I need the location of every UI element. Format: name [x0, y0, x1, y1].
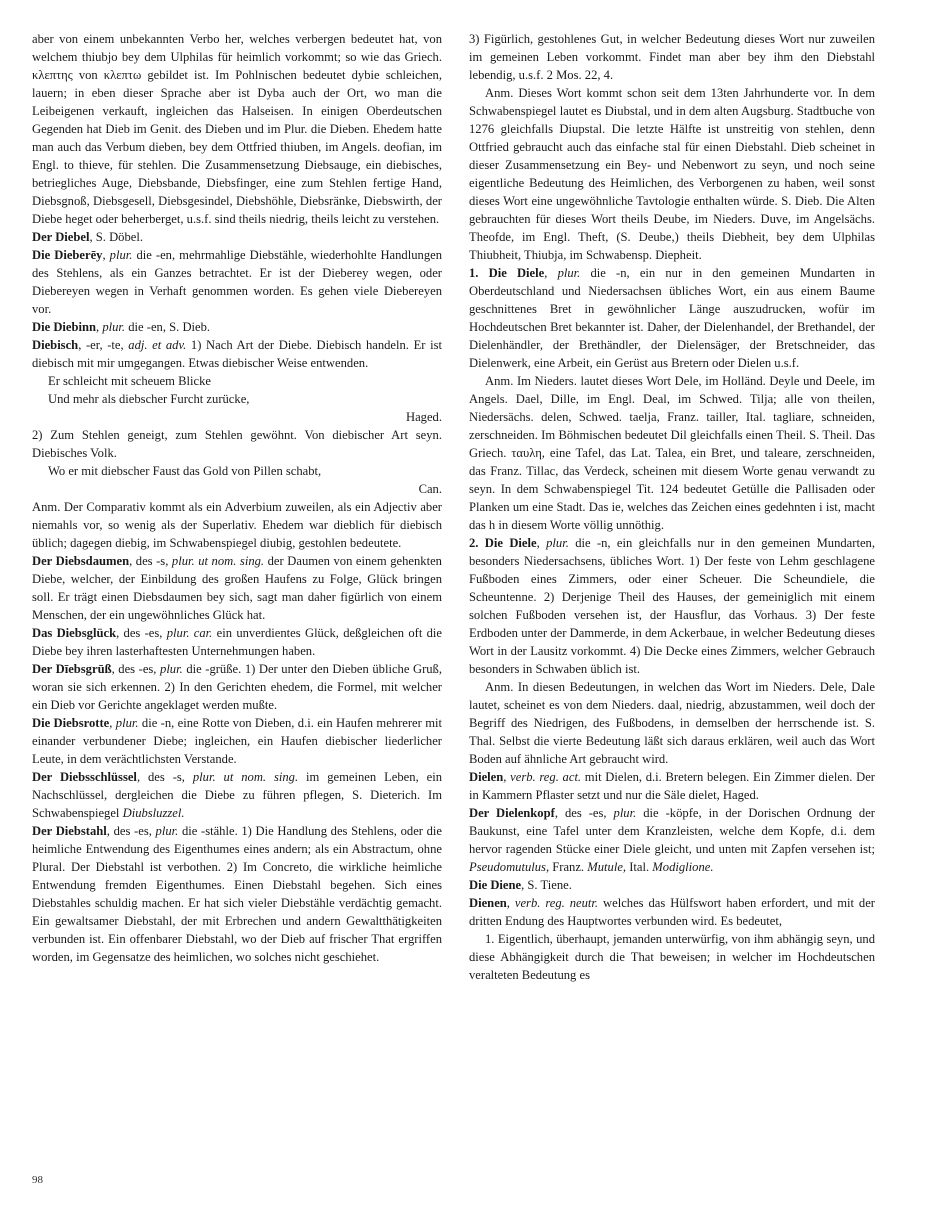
- entry-prefix: , des -es,: [116, 626, 167, 640]
- headword: Die Dieberēy: [32, 248, 103, 262]
- entry-text: die -en, S. Dieb.: [125, 320, 211, 334]
- left-column: [32, 30, 442, 966]
- headword: Der Diebsdaumen: [32, 554, 130, 568]
- entry-diele-2: 2. Die Diele, plur. die -n, ein gleichfalls nur in den gemeinen Mundarten, besonders Niedersachsens, übliches Wort. 1) Der feste von Lehm geschlagene Fußboden eines Zimmers, oder einer Scheuer. Die Scheundiele, die Scheuntenne. 2) Derjenige Theil des Hauses, der gemeiniglich mit einem solchen Fußboden versehen ist, der Hausflur, das Vorhaus. 3) Der feste Erdboden unter der Dammerde, in dem Ackerbaue, in welcher Bedeutung dieses Wort in der Lausitz vorkommt. 4) Die Decke eines Zimmers, welcher Gebrauch besonders in Schwaben üblich ist.: [469, 536, 876, 676]
- entry-text: die -grüße. 1) Der unter den Dieben übliche Gruß, woran sie sich erkennen. 2) In den Gerichten ehedem, die Formel, mit welcher ein Dieb vor Gerichte angeklaget werden mußte.: [32, 662, 442, 712]
- paragraph-anmerkung: Anm. Dieses Wort kommt schon seit dem 13ten Jahrhunderte vor. In dem Schwabenspiegel lautet es Diubstal, und in dem alten Augsburg. Stadtbuche von 1276 gleichfalls Diupstal. Die letzte Hälfte ist unstreitig von stehlen, denn Ottfried gebraucht auch das einfache stal für einen Diebstahl. Dieb scheinet in dieser Zusammensetzung ein Bey- und Nebenwort zu seyn, und noch seine eigentliche Bedeutung des Heimlichen, des Verborgenen zu haben, weil sonst dieses Wort eine ungewöhnliche Tavtologie enthalten würde. S. Dieb. Die Alten gebrauchten für dieses Wort theils Deube, im Nieders. Duve, im Angelsächs. Theofde, im Engl. Theft, (S. Deube,) theils Diebheit, bey dem Ulphilas Thiubheit, Thiubja, im Schwabensp. Diepheit.: [469, 86, 875, 262]
- paragraph-anmerkung: Anm. Der Comparativ kommt als ein Adverbium zuweilen, als ein Adjectiv aber niemahls vor, so wenig als der Superlativ. Ehedem war dieblich für diebisch üblich; dagegen diebig, im Schwabenspiegel diubig, gestohlen bedeutete.: [32, 500, 442, 550]
- entry-text: Franz.: [549, 860, 588, 874]
- entry-prefix: , -er, -te,: [78, 338, 129, 352]
- headword: 2. Die Diele: [469, 536, 537, 550]
- grammar-note: plur. ut nom. sing.: [192, 770, 299, 784]
- grammar-note: adj. et adv.: [128, 338, 187, 352]
- headword: Der Diebsschlüssel: [32, 770, 137, 784]
- entry-text: Ital.: [626, 860, 653, 874]
- verse-source: Can.: [418, 482, 442, 496]
- paragraph-diebisch-2: 2) Zum Stehlen geneigt, zum Stehlen gewöhnt. Von diebischer Art seyn. Diebisches Volk.: [32, 428, 442, 460]
- headword: Der Dīebsgrūß: [32, 662, 112, 676]
- grammar-note: plur.: [160, 662, 183, 676]
- entry-prefix: , des -es,: [111, 662, 161, 676]
- page-number: 98: [32, 1174, 43, 1186]
- entry-diebsgruss: [32, 660, 442, 714]
- entry-prefix: ,: [506, 896, 515, 910]
- entry-text: die -n, ein nur in den gemeinen Mundarten in Oberdeutschland und Niedersachsen übliches Wort, ein aus einem Baume geschnittenes Bret in gewöhnlicher Länge auszudrucken, wofür im Hochdeutschen Bret bekannter ist. Daher, der Dielenhandel, der Brethandel, der Dielenhändler, der Brethändler, der Dielensäger, der Bretschneider, das Dielenwerk, eine Arbeit, ein Gerüst aus Bretern oder Dielen u.s.f.: [469, 266, 875, 370]
- dictionary-page: [32, 30, 904, 1180]
- headword: Diebisch: [32, 338, 79, 352]
- entry-diene: [469, 876, 875, 894]
- paragraph-dienen-1: 1. Eigentlich, überhaupt, jemanden unterwürfig, von ihm abhängig seyn, und diese Abhängigkeit durch die That beweisen; in welcher im Hochdeutschen veralteten Bedeutung es: [469, 932, 875, 982]
- entry-diebsrotte: Die Diebsrotte, plur. die -n, eine Rotte von Dieben, d.i. ein Haufen mehrerer mit einander verbundener Diebe; ingleichen, ein Haufen diebischer liederlicher Leute, in dem verächtlichsten Verstande.: [32, 716, 443, 766]
- entry-text: welches das Hülfswort haben erfordert, und mit der dritten Endung des Hauptwortes verbunden wird. Es bedeutet,: [469, 896, 875, 928]
- grammar-note: plur.: [155, 824, 179, 838]
- grammar-note: plur. ut nom. sing.: [171, 554, 265, 568]
- entry-text: , S. Döbel.: [89, 230, 144, 244]
- italic-term: Mutule,: [587, 860, 627, 874]
- entry-text: ein unverdientes Glück, deßgleichen oft die Diebe bey ihren lasterhaftesten Unternehmungen haben.: [32, 626, 443, 658]
- grammar-note: plur.: [102, 320, 126, 334]
- grammar-note: plur.: [109, 248, 133, 262]
- entry-text: mit Dielen, d.i. Bretern belegen. Ein Zimmer dielen. Der in Kammern Pflaster setzt und nur die Säle dielet, Haged.: [469, 770, 875, 802]
- entry-dielen: [469, 768, 875, 804]
- headword: Der Diebstahl: [32, 824, 107, 838]
- grammar-note: plur.: [557, 266, 581, 280]
- entry-text: 1) Nach Art der Diebe. Diebisch handeln. Er ist diebisch mit mir umgegangen. Etwas diebischer Weise entwenden.: [32, 338, 443, 370]
- entry-diebel: [32, 228, 442, 246]
- entry-text: der Daumen von einem gehenkten Diebe, welcher, der Einbildung des großen Haufens zu Folge, Glück bringen soll. Er trägt einen Diebsdaumen bey sich, sagt man daher figürlich von einem Menschen, der ein ungewöhnliches Glück hat.: [32, 554, 442, 622]
- entry-diebsdaumen: [32, 552, 442, 624]
- verse-line: Und mehr als diebscher Furcht zurücke,: [48, 392, 250, 406]
- headword: Die Diebsrotte: [32, 716, 110, 730]
- entry-prefix: , des -s,: [129, 554, 172, 568]
- headword: Dienen: [469, 896, 507, 910]
- paragraph-diebstahl-3: 3) Figürlich, gestohlenes Gut, in welcher Bedeutung dieses Wort nur zuweilen im gemeinen Leben vorkommt. Findet man aber bey ihm den Diebstahl lebendig, u.s.f. 2 Mos. 22, 4.: [469, 32, 875, 82]
- grammar-note: plur.: [613, 806, 637, 820]
- paragraph-anmerkung: Anm. Im Nieders. lautet dieses Wort Dele, im Holländ. Deyle und Deele, im Angels. Dael, Dille, im Engl. Deal, im Schwed. Tilja; alle von theilen, Niedersächs. delen, Schwed. taelja, Franz. tailler, Ital. tagliare, schneiden, zerschneiden. Im Böhmischen bedeutet Dil gleichfalls einen Theil. S. Theil. Das Griech. ταυλη, eine Tafel, das Lat. Talea, ein Bret, und taleare, zerschneiden, das Franz. Tillac, das Verdeck, scheinen mit diesem Worte genau verwandt zu seyn. In dem Schwabenspiegel Tit. 124 bedeutet Getülle die Pallisaden oder Planken um eine Stadt. Das ie, welches das Zeichen eines gedehnten i ist, macht das h in diesem Worte völlig unnöthig.: [469, 374, 875, 532]
- entry-diebisch: [32, 336, 442, 372]
- grammar-note: verb. reg. neutr.: [514, 896, 599, 910]
- entry-prefix: , des -es,: [554, 806, 614, 820]
- entry-text: , S. Tiene.: [521, 878, 572, 892]
- entry-prefix: , des -s,: [136, 770, 193, 784]
- headword: Der Dielenkopf: [469, 806, 555, 820]
- verse-line: Wo er mit diebscher Faust das Gold von Pillen schabt,: [48, 464, 322, 478]
- headword: Der Diebel: [32, 230, 90, 244]
- verse-source: Haged.: [405, 410, 442, 424]
- grammar-note: plur.: [115, 716, 139, 730]
- italic-term: Diubsluzzel.: [122, 806, 185, 820]
- entry-prefix: , des -es,: [106, 824, 156, 838]
- grammar-note: plur.: [546, 536, 569, 550]
- entry-dielenkopf: [469, 804, 875, 876]
- entry-text: die -stähle. 1) Die Handlung des Stehlens, oder die heimliche Entwendung des Eigenthumes eines andern; als ein Abstractum, ohne Plural. Der Diebstahl ist verbothen. 2) Im Concreto, die wirkliche heimliche Entwendung fremden Eigenthumes. Einen Diebstahl begehen. Sich eines Diebstahles schuldig machen. Er hat sich vieler Diebstähle verdächtig gemacht. Ein gewaltsamer Diebstahl, der mit Erbrechen und andern Gewaltthätigkeiten verbunden ist. Ein offenbarer Diebstahl, wo der Dieb auf frischer That ergriffen worden, im Gegensatze des heimlichen, wo solches nicht geschiehet.: [32, 824, 443, 964]
- entry-diebsschluessel: [32, 768, 442, 822]
- entry-diebsglueck: [32, 624, 442, 660]
- entry-text: die -n, ein gleichfalls nur in den gemeinen Mundarten, besonders Niedersachsens, übliches Wort. 1) Der feste von Lehm geschlagene Fußboden eines Zimmers, oder einer Scheuer. Die Scheundiele, die Scheuntenne. 2) Derjenige Theil des Hauses, der gemeiniglich mit einem solchen Fußboden versehen ist, der Hausflur, das Vorhaus. 3) Der feste Erdboden unter der Dammerde, in dem Ackerbaue, in welcher Bedeutung dieses Wort in der Lausitz vorkommt. 4) Die Decke eines Zimmers, welcher Gebrauch besonders in Schwaben üblich ist.: [469, 536, 876, 676]
- verse-line: Er schleicht mit scheuem Blicke: [48, 374, 211, 388]
- paragraph-anmerkung: Anm. In diesen Bedeutungen, in welchen das Wort im Nieders. Dele, Dale lautet, scheinet es von dem Nieders. daal, niedrig, abzustammen, weil doch der Begriff des Niedrigen, des Fußbodens, in demselben der herrschende ist. S. Thal. Selbst die vierte Bedeutung läßt sich daraus erklären, weil auch das Wort Boden auf ähnliche Art gebraucht wird.: [469, 680, 875, 766]
- entry-dieberey: Die Dieberēy, plur. die -en, mehrmahlige Diebstähle, wiederhohlte Handlungen des Stehlens, als ein Ganzes betrachtet. Er ist der Dieberey wegen, oder Diebereyen wegen in Verhaft genommen worden. Es gehen viele Diebereyen vor.: [32, 248, 443, 316]
- grammar-note: verb. reg. act.: [510, 770, 582, 784]
- entry-diebinn: Die Diebinn, plur. die -en, S. Dieb.: [32, 320, 211, 334]
- entry-dienen: [469, 894, 875, 930]
- headword: Die Diebinn: [32, 320, 97, 334]
- headword: 1. Die Diele: [469, 266, 545, 280]
- headword: Das Diebsglück: [32, 626, 117, 640]
- headword: Die Diene: [469, 878, 522, 892]
- entry-diele-1: 1. Die Diele, plur. die -n, ein nur in den gemeinen Mundarten in Oberdeutschland und Niedersachsen übliches Wort, ein aus einem Baume geschnittenes Bret in gewöhnlicher Länge auszudrucken, wofür im Hochdeutschen Bret bekannter ist. Daher, der Dielenhandel, der Brethandel, der Dielenhändler, der Brethändler, der Dielensäger, der Bretschneider, das Dielenwerk, eine Arbeit, ein Gerüst aus Bretern oder Dielen u.s.f.: [469, 266, 875, 370]
- entry-text: die -en, mehrmahlige Diebstähle, wiederhohlte Handlungen des Stehlens, als ein Ganzes betrachtet. Er ist der Dieberey wegen, oder Diebereyen wegen in Verhaft genommen worden. Es gehen viele Diebereyen vor.: [32, 248, 443, 316]
- headword: Dielen: [469, 770, 504, 784]
- entry-prefix: ,: [503, 770, 511, 784]
- right-column: [469, 30, 875, 984]
- entry-text: die -n, eine Rotte von Dieben, d.i. ein Haufen mehrerer mit einander verbundener Diebe; ingleichen, ein Haufen diebischer liederlicher Leute, in dem verächtlichsten Verstande.: [32, 716, 443, 766]
- paragraph-dieb-continuation: aber von einem unbekannten Verbo her, welches verbergen bedeutet hat, von welchem thiubjo bey dem Ulphilas für heimlich vorkommt; so wie das Griech. κλεπτης von κλεπτω gebildet ist. Im Pohlnischen bedeutet dybie schleichen, lauern; in eben dieser Sprache aber ist Dyba auch der Ort, wo man die Leibeigenen verkauft, ingleichen das Halseisen. In einigen Oberdeutschen Gegenden hat Dieb im Genit. des Dieben und im Plur. die Dieben. Ehedem hatte man auch das Verbum dieben, bey dem Ottfried thiuben, im Angels. deofian, im Engl. to thieve, für stehlen. Die Zusammensetzung Diebsauge, ein diebisches, betriegliches Auge, Diebsbande, Diebsfinger, eine zum Stehlen fertige Hand, Diebsgnoß, Diebsgesell, Diebsgesindel, Diebshöhle, Diebsränke, Diebswirth, der Diebe heget oder beherberget, u.s.f. sind theils niedrig, theils leicht zu verstehen.: [32, 32, 442, 226]
- italic-term: Pseudomutulus,: [469, 860, 550, 874]
- entry-text: die -köpfe, in der Dorischen Ordnung der Baukunst, eine Tafel unter dem Kranzleisten, welche dem Kopfe, d.i. dem hervor ragenden Stücke einer Diele gleicht, und unten mit Zapfen versehen ist;: [469, 806, 875, 856]
- grammar-note: plur. car.: [166, 626, 213, 640]
- entry-diebstahl: [32, 822, 442, 966]
- entry-text: im gemeinen Leben, ein Nachschlüssel, dergleichen die Diebe zu führen pflegen, S. Dieterich. Im Schwabenspiegel: [32, 770, 443, 820]
- italic-term: Modiglione.: [652, 860, 714, 874]
